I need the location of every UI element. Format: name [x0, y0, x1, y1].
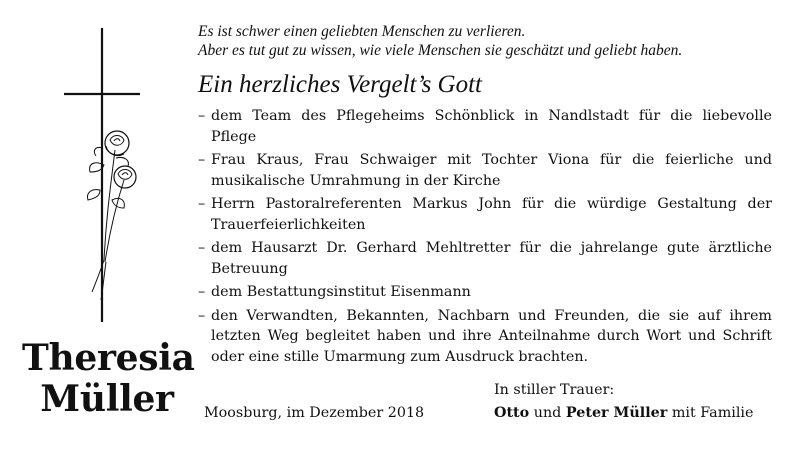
mourning-label: In stiller Trauer: [494, 382, 615, 398]
intro-quote [198, 22, 778, 60]
thanks-list [198, 106, 772, 370]
page-title: Ein herzliches Vergelt’s Gott [198, 71, 482, 98]
thanks-text: Frau Kraus, Frau Schwaiger mit Tochter Viona für die feierliche und musikalische Umrahmung in der Kirche [211, 152, 772, 189]
intro-line-1: Es ist schwer einen geliebten Menschen zu verlieren. [198, 23, 526, 40]
thanks-item [198, 306, 772, 368]
signer-suffix: mit Familie [671, 405, 754, 421]
thanks-text: dem Hausarzt Dr. Gerhard Mehltretter für die jahrelange gute ärztliche Betreuung [211, 240, 772, 277]
dash: – [198, 307, 206, 324]
thanks-text: dem Team des Pflegeheims Schönblick in Nandlstadt für die liebevolle Pflege [211, 108, 772, 145]
thanks-text: Herrn Pastoralreferenten Markus John für die würdige Gestaltung der Trauerfeierlichkeiten [211, 196, 772, 233]
deceased-name [22, 337, 195, 420]
thanks-item [198, 194, 772, 235]
dash: – [198, 240, 206, 256]
dash: – [198, 284, 206, 300]
dash: – [198, 152, 206, 168]
deceased-last-name: Müller [40, 378, 174, 420]
intro-line-2: Aber es tut gut zu wissen, wie viele Menschen sie geschätzt und geliebt haben. [198, 42, 683, 59]
thanks-item [198, 238, 772, 279]
thanks-item [198, 282, 772, 303]
place-date: Moosburg, im Dezember 2018 [204, 405, 425, 421]
dash: – [198, 196, 206, 212]
dash: – [198, 108, 206, 124]
signer-1: Otto [494, 405, 530, 421]
thanks-text: dem Bestattungsinstitut Eisenmann [211, 284, 471, 300]
thanks-item [198, 150, 772, 191]
signer-connector: und [533, 405, 562, 421]
signers [494, 405, 753, 421]
deceased-first-name: Theresia [22, 337, 195, 379]
signer-2: Peter Müller [565, 405, 668, 421]
thanks-text: den Verwandten, Bekannten, Nachbarn und Freunden, die sie auf ihrem letzten Weg begleitet haben und ihre Anteilnahme durch Wort und Schrift oder eine stille Umarmung zum Ausdruck brachten. [211, 307, 772, 365]
cross-with-roses-icon [0, 0, 190, 330]
thanks-item [198, 106, 772, 147]
